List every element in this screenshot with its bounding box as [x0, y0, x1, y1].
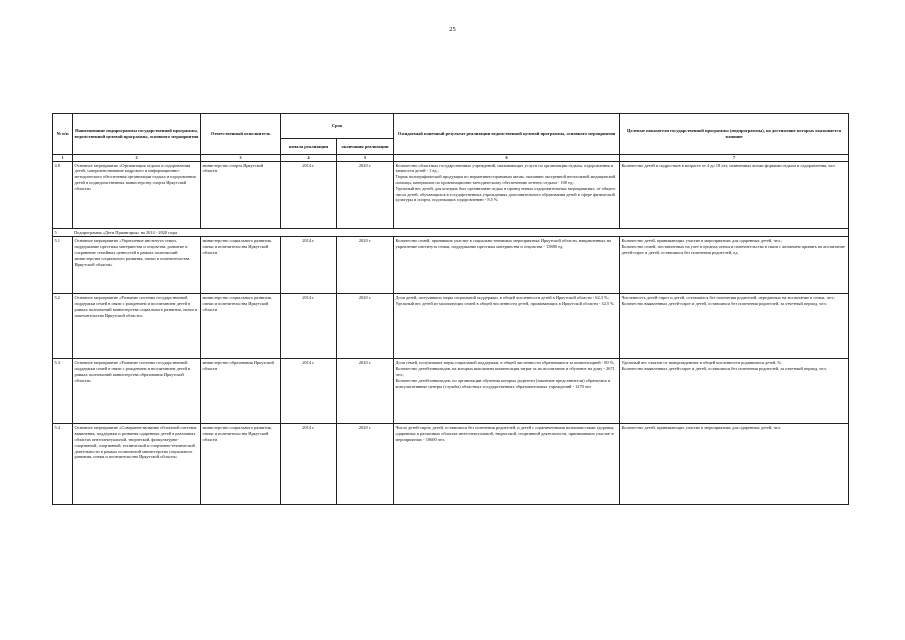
row-responsible: министерство спорта Иркутской области [201, 161, 281, 228]
row-indicators [620, 161, 849, 228]
col-number: 6 [394, 155, 620, 162]
page-number: 25 [449, 26, 456, 33]
row-indicators [620, 359, 849, 424]
result-line: Число детей-сирот, детей, оставшихся без попечения родителей, и детей с ограниченными возможностями здоровья, одаренных в различных областях интеллектуальной, творческой, спортивной деятельности, принимавших участие в мероприятиях - 10600 чел. [395, 425, 615, 442]
table-row [53, 424, 849, 505]
row-responsible: министерство социального развития, опеки и попечительства Иркутской области [201, 237, 281, 294]
col-number: 7 [620, 155, 849, 162]
indicator-line: Удельный вес отказов от новорожденных в общей численности родившихся детей, %. [621, 360, 783, 366]
row-indicators [620, 294, 849, 359]
header-term-end: окончания реализации [337, 139, 394, 155]
program-table [52, 113, 849, 505]
row-name: Основное мероприятие «Организация отдыха и оздоровления детей, совершенствование кадрового и информационно-методического обеспечения организации отдыха и оздоровления детей в подведомственных министерству спорта Иркутской области» [73, 161, 201, 228]
header-term: Срок [281, 114, 394, 139]
header-term-start: начала реализации [281, 139, 337, 155]
row-responsible: министерство социального развития, опеки и попечительства Иркутской области [201, 294, 281, 359]
result-line: Доля семей, получивших меры социальной поддержки, в общей численности обратившихся за компенсацией - 80 %; [395, 360, 615, 366]
row-result [394, 237, 620, 294]
row-result [394, 161, 620, 228]
row-num: 5 [53, 228, 73, 237]
row-name: Основное мероприятие «Развитие системы государственной поддержки семей в связи с рождением и воспитанием детей в рамках полномочий министерства образования Иркутской области» [73, 359, 201, 424]
row-indicators [620, 237, 849, 294]
row-num: 5.1 [53, 237, 73, 294]
row-end: 2020 г. [337, 359, 394, 424]
indicator-line: Количество выявленных детей-сирот и детей, оставшихся без попечения родителей, за отчетный период, чел. [621, 366, 827, 372]
result-line: Доля детей, получивших меры социальной поддержки, в общей численности детей в Иркутской области - 62,3 %; [395, 295, 609, 301]
indicator-line: Численность детей-сирот и детей, оставшихся без попечения родителей, переданных на воспитание в семьи, чел.; [621, 295, 836, 301]
row-end: 2020 г. [337, 424, 394, 505]
subprogram-title: Подпрограмма «Дети Приангарья» на 2014 - 2020 годы [73, 228, 620, 237]
row-start: 2014 г. [281, 294, 337, 359]
row-num: 5.4 [53, 424, 73, 505]
header-responsible: Ответственный исполнитель [201, 114, 281, 155]
indicator-line: Количество детей и подростков в возрасте от 4 до 18 лет, охваченных всеми формами отдыха и оздоровления, чел. [621, 162, 836, 168]
row-num: 5.3 [53, 359, 73, 424]
empty-cell [620, 228, 849, 237]
row-start: 2014 г. [281, 424, 337, 505]
result-line: Удельный вес детей, для которых был организован отдых в провед енных оздоровительных мероприятиях, от общего числа детей, обучающихся в государственных учреждениях дополнительного образования детей в сфере физической культуры и спорта, подлежащих оздоровлению - 8,5 % [395, 185, 616, 203]
row-end: 2020 г. [337, 294, 394, 359]
row-start: 2014 г. [281, 237, 337, 294]
header-indicators: Целевые показатели государственной программы (подпрограммы), на достижение которых оказывается влияние [620, 114, 849, 155]
header-name: Наименование подпрограммы государственной программы, ведомственной целевой программы, основного мероприятия [73, 114, 201, 155]
result-line: Количество семей, принявших участие в социально-значимых мероприятиях Иркутской области, направленных на укрепление института семьи, поддержание престижа материнства и отцовства - 15880 ед. [395, 238, 611, 250]
row-responsible: министерство социального развития, опеки и попечительства Иркутской области [201, 424, 281, 505]
row-end: 2020 г. [337, 161, 394, 228]
row-start: 2014 г. [281, 161, 337, 228]
col-number: 2 [73, 155, 201, 162]
subprogram-row [53, 228, 849, 237]
header-result: Ожидаемый конечный результат реализации ведомственной целевой программы, основного мероприятия [394, 114, 620, 155]
indicator-line: Количество выявленных детей-сирот и детей, оставшихся без попечения родителей, за отчетный период, чел. [621, 301, 827, 307]
indicator-line: Количество детей, принимающих участие в мероприятиях для одаренных детей, чел.; [621, 238, 783, 244]
result-line: Удельный вес детей из малоимущих семей в общей численности детей, проживающих в Иркутской области - 32,5 % [395, 301, 614, 307]
row-indicators [620, 424, 849, 505]
row-start: 2014 г. [281, 359, 337, 424]
table-row [53, 237, 849, 294]
col-number: 1 [53, 155, 73, 162]
table-row [53, 161, 849, 228]
col-number: 5 [337, 155, 394, 162]
row-num: 5.2 [53, 294, 73, 359]
header-num: № п/п [53, 114, 73, 155]
row-result [394, 294, 620, 359]
result-line: Количество областных государственных учреждений, оказывающих услуги по организации отдыха, оздоровления и занятости детей - 1 ед.; [395, 162, 613, 174]
result-line: Количество детей-инвалидов, по организации обучения которых родители (законные представители) обратились в консультативные центры (службы) областных государственных образовательных учреждений - 1270 чел [395, 377, 611, 389]
row-responsible: министерство образования Иркутской области [201, 359, 281, 424]
row-end: 2020 г. [337, 237, 394, 294]
result-line: Тираж полиграфической продукции по нормативно-правовым актам, оказанию экстренной неотложной медицинской помощи, материалов по организационно-методическому обеспечению летнего отдыха - 100 ед.; [395, 174, 616, 185]
table-row [53, 294, 849, 359]
row-name: Основное мероприятие «Укрепление института семьи, поддержание престижа материнства и отцовства, развитие и сохранение семейных ценностей в рамках полномочий министерства социального развития, опеки и попечительства Иркутской области» [73, 237, 201, 294]
table-row [53, 359, 849, 424]
col-number: 4 [281, 155, 337, 162]
indicator-line: Количество семей, поставленных на учет в органах опеки и попечительства в связи с желанием принять на воспитание детей-сирот и детей, оставшихся без попечения родителей, ед. [621, 244, 845, 255]
row-name: Основное мероприятие «Развитие системы государственной поддержки семей в связи с рождением и воспитанием детей в рамках полномочий министерства социального развития, опеки и попечительства Иркутской области» [73, 294, 201, 359]
row-result [394, 424, 620, 505]
indicator-line: Количество детей, принимающих участие в мероприятиях для одаренных детей, чел. [621, 425, 781, 431]
row-name: Основное мероприятие «Совершенствование областной системы выявления, поддержки и развития одаренных детей в различных областях интеллектуальной, творческой, физкультурно-спортивной, спортивной, технической и спортивно-технической деятельности в рамках полномочий министерства социального развития, опеки и попечительства Иркутской области» [73, 424, 201, 505]
result-line: Количество детей-инвалидов, на которых выплачена компенсация затрат за их воспитание и обучение на дому - 2671 чел.; [395, 366, 615, 377]
col-number: 3 [201, 155, 281, 162]
row-num: 4.8 [53, 161, 73, 228]
row-result [394, 359, 620, 424]
